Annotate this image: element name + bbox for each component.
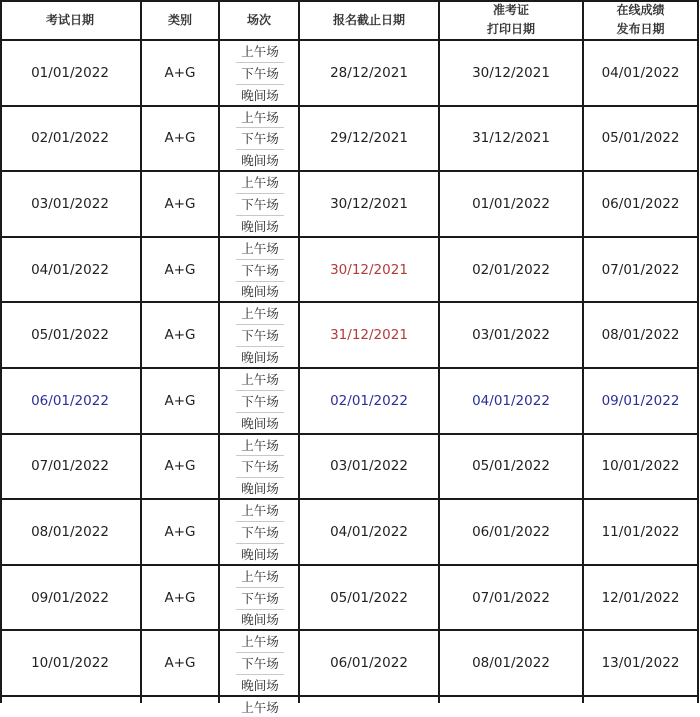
- admit-card-date-cell: 06/01/2022: [472, 523, 550, 540]
- exam-date-cell: 05/01/2022: [31, 327, 109, 344]
- results-date-cell: 04/01/2022: [601, 64, 680, 81]
- session-label: 上午场: [241, 175, 279, 191]
- registration-deadline-cell: 30/12/2021: [330, 261, 408, 278]
- exam-date-cell: 03/01/2022: [31, 195, 109, 212]
- category-cell: A+G: [164, 523, 196, 540]
- registration-deadline-cell: 06/01/2022: [330, 655, 408, 672]
- admit-card-date-cell: 03/01/2022: [472, 327, 550, 344]
- results-date-cell: 08/01/2022: [601, 327, 680, 344]
- column-divider: [218, 0, 220, 703]
- exam-date-cell: 09/01/2022: [31, 589, 109, 606]
- results-date-cell: 07/01/2022: [601, 261, 680, 278]
- admit-card-date-cell: 30/12/2021: [472, 64, 550, 81]
- session-label: 上午场: [241, 568, 279, 584]
- exam-date-cell: 04/01/2022: [31, 261, 109, 278]
- session-label: 上午场: [241, 306, 279, 322]
- session-label: 晚间场: [241, 481, 279, 497]
- category-cell: A+G: [164, 392, 196, 409]
- session-label: 上午场: [241, 700, 279, 715]
- admit-card-date-cell: 04/01/2022: [472, 392, 550, 409]
- session-label: 下午场: [241, 328, 279, 344]
- results-date-cell: 09/01/2022: [601, 392, 680, 409]
- header-exam-date: 考试日期: [45, 12, 94, 27]
- results-date-cell: 11/01/2022: [601, 523, 680, 540]
- header-category: 类别: [167, 12, 192, 27]
- column-divider: [438, 0, 440, 703]
- registration-deadline-cell: 30/12/2021: [330, 195, 408, 212]
- session-label: 下午场: [241, 459, 279, 475]
- session-label: 上午场: [241, 43, 279, 59]
- session-label: 晚间场: [241, 87, 279, 103]
- admit-card-date-cell: 02/01/2022: [472, 261, 550, 278]
- session-label: 下午场: [241, 262, 279, 278]
- column-divider: [298, 0, 300, 703]
- results-date-cell: 05/01/2022: [601, 130, 680, 147]
- session-label: 晚间场: [241, 612, 279, 628]
- session-label: 下午场: [241, 393, 279, 409]
- session-label: 下午场: [241, 590, 279, 606]
- header-registration-deadline: 报名截止日期: [332, 12, 405, 27]
- category-cell: A+G: [164, 655, 196, 672]
- exam-date-cell: 07/01/2022: [31, 458, 109, 475]
- column-divider: [582, 0, 584, 703]
- admit-card-date-cell: 08/01/2022: [472, 655, 550, 672]
- exam-date-cell: 10/01/2022: [31, 655, 109, 672]
- column-divider: [0, 0, 2, 703]
- column-divider: [140, 0, 142, 703]
- session-label: 晚间场: [241, 218, 279, 234]
- registration-deadline-cell: 04/01/2022: [330, 523, 408, 540]
- session-label: 晚间场: [241, 153, 279, 169]
- admit-card-date-cell: 31/12/2021: [472, 130, 550, 147]
- session-label: 上午场: [241, 109, 279, 125]
- session-label: 晚间场: [241, 678, 279, 694]
- session-label: 晚间场: [241, 284, 279, 300]
- admit-card-date-cell: 05/01/2022: [472, 458, 550, 475]
- column-divider: [697, 0, 699, 703]
- category-cell: A+G: [164, 64, 196, 81]
- session-label: 晚间场: [241, 350, 279, 366]
- session-label: 下午场: [241, 656, 279, 672]
- results-date-cell: 06/01/2022: [601, 195, 680, 212]
- category-cell: A+G: [164, 589, 196, 606]
- category-cell: A+G: [164, 327, 196, 344]
- admit-card-date-cell: 01/01/2022: [472, 195, 550, 212]
- session-label: 上午场: [241, 437, 279, 453]
- registration-deadline-cell: 05/01/2022: [330, 589, 408, 606]
- results-date-cell: 13/01/2022: [601, 655, 680, 672]
- results-date-cell: 10/01/2022: [601, 458, 680, 475]
- exam-date-cell: 06/01/2022: [31, 392, 109, 409]
- exam-date-cell: 02/01/2022: [31, 130, 109, 147]
- row-divider: [0, 695, 697, 697]
- session-label: 下午场: [241, 131, 279, 147]
- session-label: 上午场: [241, 371, 279, 387]
- top-border: [0, 0, 697, 2]
- registration-deadline-cell: 28/12/2021: [330, 64, 408, 81]
- category-cell: A+G: [164, 130, 196, 147]
- session-label: 晚间场: [241, 415, 279, 431]
- session-label: 下午场: [241, 524, 279, 540]
- exam-date-cell: 08/01/2022: [31, 523, 109, 540]
- registration-deadline-cell: 03/01/2022: [330, 458, 408, 475]
- header-online-results-date: 在线成绩 发布日期: [616, 3, 665, 36]
- registration-deadline-cell: 31/12/2021: [330, 327, 408, 344]
- session-label: 下午场: [241, 196, 279, 212]
- registration-deadline-cell: 02/01/2022: [330, 392, 408, 409]
- session-label: 上午场: [241, 240, 279, 256]
- category-cell: A+G: [164, 261, 196, 278]
- header-admit-card-print-date: 准考证 打印日期: [486, 3, 535, 36]
- exam-date-cell: 01/01/2022: [31, 64, 109, 81]
- admit-card-date-cell: 07/01/2022: [472, 589, 550, 606]
- category-cell: A+G: [164, 195, 196, 212]
- session-label: 上午场: [241, 503, 279, 519]
- category-cell: A+G: [164, 458, 196, 475]
- results-date-cell: 12/01/2022: [601, 589, 680, 606]
- registration-deadline-cell: 29/12/2021: [330, 130, 408, 147]
- header-session: 场次: [246, 12, 271, 27]
- session-label: 上午场: [241, 634, 279, 650]
- session-label: 晚间场: [241, 546, 279, 562]
- session-label: 下午场: [241, 65, 279, 81]
